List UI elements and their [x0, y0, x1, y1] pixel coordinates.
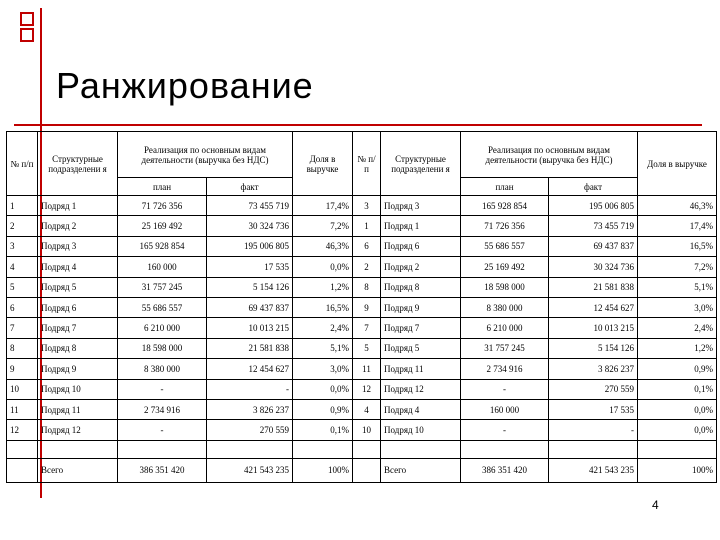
row-num-left: 4 [7, 257, 38, 277]
row-num-right: 12 [353, 379, 381, 399]
row-share-left: 17,4% [293, 196, 353, 216]
row-plan-right: 31 757 245 [461, 338, 549, 358]
row-name-right: Подряд 11 [381, 359, 461, 379]
total-num-left [7, 458, 38, 482]
table-row [7, 257, 717, 277]
row-plan-left: - [118, 420, 207, 440]
decorative-square-top [20, 12, 34, 26]
table-row [7, 297, 717, 317]
row-num-right: 9 [353, 297, 381, 317]
row-plan-right: 165 928 854 [461, 196, 549, 216]
total-label-right: Всего [381, 458, 461, 482]
row-share-left: 0,0% [293, 257, 353, 277]
row-fact-left: 5 154 126 [207, 277, 293, 297]
row-num-right: 7 [353, 318, 381, 338]
table-row [7, 359, 717, 379]
table-row [7, 420, 717, 440]
row-plan-left: 71 726 356 [118, 196, 207, 216]
row-num-left: 5 [7, 277, 38, 297]
empty-cell [353, 440, 381, 458]
row-share-left: 0,0% [293, 379, 353, 399]
row-share-left: 46,3% [293, 236, 353, 256]
row-plan-right: 55 686 557 [461, 236, 549, 256]
header-fact-right: факт [549, 178, 638, 196]
header-row [7, 132, 717, 178]
row-num-left: 6 [7, 297, 38, 317]
row-num-left: 3 [7, 236, 38, 256]
row-fact-left: 195 006 805 [207, 236, 293, 256]
row-name-right: Подряд 10 [381, 420, 461, 440]
row-num-left: 8 [7, 338, 38, 358]
header-sales-right: Реализация по основным видам деятельности (выручка без НДС) [461, 132, 638, 178]
row-fact-right: - [549, 420, 638, 440]
row-name-right: Подряд 6 [381, 236, 461, 256]
table-row [7, 236, 717, 256]
empty-cell [381, 440, 461, 458]
row-share-right: 0,1% [638, 379, 717, 399]
total-fact-right: 421 543 235 [549, 458, 638, 482]
row-name-right: Подряд 7 [381, 318, 461, 338]
row-fact-left: 30 324 736 [207, 216, 293, 236]
row-plan-right: 25 169 492 [461, 257, 549, 277]
row-share-right: 0,9% [638, 359, 717, 379]
row-plan-left: 2 734 916 [118, 399, 207, 419]
row-share-left: 5,1% [293, 338, 353, 358]
row-name-left: Подряд 4 [38, 257, 118, 277]
row-num-left: 1 [7, 196, 38, 216]
empty-cell [638, 440, 717, 458]
row-fact-left: 3 826 237 [207, 399, 293, 419]
row-plan-right: 71 726 356 [461, 216, 549, 236]
table-row [7, 399, 717, 419]
empty-cell [549, 440, 638, 458]
decorative-horizontal-line [14, 124, 702, 126]
row-name-right: Подряд 4 [381, 399, 461, 419]
row-num-right: 6 [353, 236, 381, 256]
empty-cell [38, 440, 118, 458]
header-share-right: Доля в выручке [638, 132, 717, 196]
row-fact-right: 17 535 [549, 399, 638, 419]
row-num-right: 5 [353, 338, 381, 358]
row-plan-right: 6 210 000 [461, 318, 549, 338]
row-fact-right: 21 581 838 [549, 277, 638, 297]
row-name-right: Подряд 2 [381, 257, 461, 277]
row-fact-left: 17 535 [207, 257, 293, 277]
row-plan-right: - [461, 420, 549, 440]
row-num-right: 2 [353, 257, 381, 277]
row-name-left: Подряд 8 [38, 338, 118, 358]
row-num-right: 1 [353, 216, 381, 236]
page-number: 4 [652, 498, 659, 512]
row-share-right: 1,2% [638, 338, 717, 358]
row-fact-right: 195 006 805 [549, 196, 638, 216]
row-fact-right: 10 013 215 [549, 318, 638, 338]
empty-cell [293, 440, 353, 458]
page-title: Ранжирование [56, 65, 314, 106]
row-name-left: Подряд 5 [38, 277, 118, 297]
table-row [7, 216, 717, 236]
ranking-table-body [7, 132, 717, 483]
row-name-left: Подряд 12 [38, 420, 118, 440]
header-fact-left: факт [207, 178, 293, 196]
row-fact-left: - [207, 379, 293, 399]
row-share-right: 46,3% [638, 196, 717, 216]
table-row [7, 318, 717, 338]
row-fact-right: 270 559 [549, 379, 638, 399]
row-plan-left: 18 598 000 [118, 338, 207, 358]
row-fact-left: 21 581 838 [207, 338, 293, 358]
row-fact-left: 270 559 [207, 420, 293, 440]
row-name-right: Подряд 5 [381, 338, 461, 358]
row-num-right: 8 [353, 277, 381, 297]
row-name-right: Подряд 1 [381, 216, 461, 236]
row-num-right: 3 [353, 196, 381, 216]
row-fact-right: 3 826 237 [549, 359, 638, 379]
row-num-left: 7 [7, 318, 38, 338]
row-num-left: 12 [7, 420, 38, 440]
row-num-right: 10 [353, 420, 381, 440]
row-name-left: Подряд 11 [38, 399, 118, 419]
row-plan-left: 165 928 854 [118, 236, 207, 256]
row-num-left: 10 [7, 379, 38, 399]
empty-cell [118, 440, 207, 458]
total-share-right: 100% [638, 458, 717, 482]
row-num-left: 2 [7, 216, 38, 236]
row-name-left: Подряд 6 [38, 297, 118, 317]
empty-cell [461, 440, 549, 458]
row-name-right: Подряд 3 [381, 196, 461, 216]
row-fact-right: 5 154 126 [549, 338, 638, 358]
empty-cell [207, 440, 293, 458]
row-fact-left: 10 013 215 [207, 318, 293, 338]
row-name-left: Подряд 2 [38, 216, 118, 236]
row-name-right: Подряд 12 [381, 379, 461, 399]
row-name-left: Подряд 1 [38, 196, 118, 216]
row-plan-right: 18 598 000 [461, 277, 549, 297]
row-plan-left: 6 210 000 [118, 318, 207, 338]
row-plan-right: 8 380 000 [461, 297, 549, 317]
row-plan-left: 8 380 000 [118, 359, 207, 379]
row-name-left: Подряд 3 [38, 236, 118, 256]
table-row [7, 196, 717, 216]
row-num-right: 11 [353, 359, 381, 379]
table-row [7, 277, 717, 297]
empty-cell [7, 440, 38, 458]
row-fact-left: 12 454 627 [207, 359, 293, 379]
row-share-left: 1,2% [293, 277, 353, 297]
total-label-left: Всего [38, 458, 118, 482]
row-fact-right: 69 437 837 [549, 236, 638, 256]
row-num-left: 9 [7, 359, 38, 379]
header-unit-right: Структурные подразделени я [381, 132, 461, 196]
row-share-right: 17,4% [638, 216, 717, 236]
total-plan-right: 386 351 420 [461, 458, 549, 482]
header-num-left: № п/п [7, 132, 38, 196]
row-name-left: Подряд 10 [38, 379, 118, 399]
row-share-left: 0,9% [293, 399, 353, 419]
total-row [7, 458, 717, 482]
header-plan-left: план [118, 178, 207, 196]
row-num-right: 4 [353, 399, 381, 419]
row-plan-right: 160 000 [461, 399, 549, 419]
row-plan-right: - [461, 379, 549, 399]
row-name-right: Подряд 8 [381, 277, 461, 297]
ranking-table [6, 131, 717, 483]
row-fact-left: 73 455 719 [207, 196, 293, 216]
row-share-right: 5,1% [638, 277, 717, 297]
row-share-right: 7,2% [638, 257, 717, 277]
row-share-right: 16,5% [638, 236, 717, 256]
total-share-left: 100% [293, 458, 353, 482]
decorative-square-bottom [20, 28, 34, 42]
header-plan-right: план [461, 178, 549, 196]
row-num-left: 11 [7, 399, 38, 419]
row-share-right: 2,4% [638, 318, 717, 338]
header-share-left: Доля в выручке [293, 132, 353, 196]
row-fact-right: 12 454 627 [549, 297, 638, 317]
table-row [7, 338, 717, 358]
row-share-left: 3,0% [293, 359, 353, 379]
row-share-left: 2,4% [293, 318, 353, 338]
table-row [7, 379, 717, 399]
header-sales-left: Реализация по основным видам деятельности (выручка без НДС) [118, 132, 293, 178]
row-fact-left: 69 437 837 [207, 297, 293, 317]
row-plan-left: 25 169 492 [118, 216, 207, 236]
row-fact-right: 73 455 719 [549, 216, 638, 236]
row-plan-left: 55 686 557 [118, 297, 207, 317]
total-fact-left: 421 543 235 [207, 458, 293, 482]
row-plan-left: 31 757 245 [118, 277, 207, 297]
row-name-left: Подряд 7 [38, 318, 118, 338]
row-name-right: Подряд 9 [381, 297, 461, 317]
row-share-left: 16,5% [293, 297, 353, 317]
total-num-right [353, 458, 381, 482]
header-num-right: № п/п [353, 132, 381, 196]
total-plan-left: 386 351 420 [118, 458, 207, 482]
row-name-left: Подряд 9 [38, 359, 118, 379]
row-plan-left: - [118, 379, 207, 399]
row-share-right: 0,0% [638, 399, 717, 419]
header-unit-left: Структурные подразделени я [38, 132, 118, 196]
row-share-right: 3,0% [638, 297, 717, 317]
row-share-left: 7,2% [293, 216, 353, 236]
empty-row [7, 440, 717, 458]
row-share-left: 0,1% [293, 420, 353, 440]
row-plan-right: 2 734 916 [461, 359, 549, 379]
row-plan-left: 160 000 [118, 257, 207, 277]
row-share-right: 0,0% [638, 420, 717, 440]
row-fact-right: 30 324 736 [549, 257, 638, 277]
